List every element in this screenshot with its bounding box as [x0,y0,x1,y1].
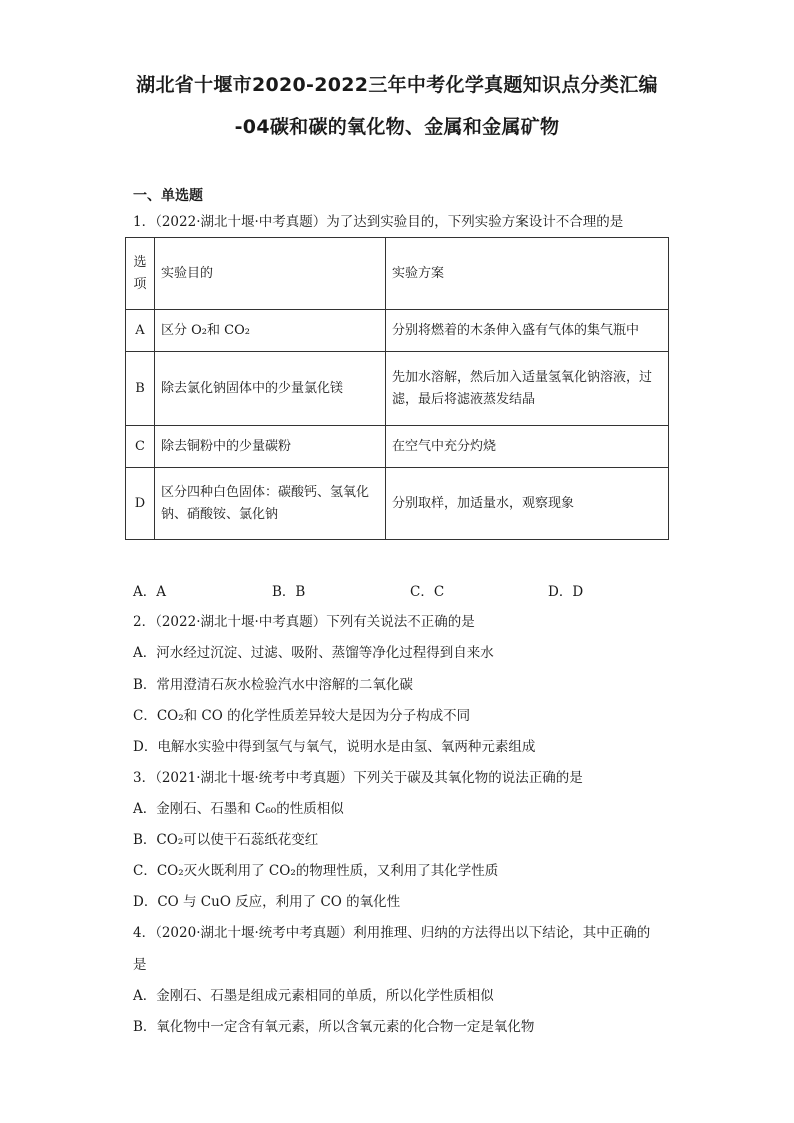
row-goal: 除去铜粉中的少量碳粉 [155,426,386,468]
q1-stem: 1．（2022·湖北十堰·中考真题）为了达到实验目的，下列实验方案设计不合理的是 [133,214,624,230]
table-row [126,426,669,468]
q4-stem-line2: 是 [133,957,147,973]
table-row [126,468,669,540]
table-row [126,352,669,426]
row-opt: B [126,352,155,426]
q3-option-a: A．金刚石、石墨和 C₆₀的性质相似 [133,801,344,817]
q1-choice-d: D．D [548,584,584,600]
row-plan: 先加水溶解，然后加入适量氢氧化钠溶液，过滤，最后将滤液蒸发结晶 [386,352,669,426]
header-goal: 实验目的 [155,238,386,310]
table-row [126,310,669,352]
q2-option-b: B．常用澄清石灰水检验汽水中溶解的二氧化碳 [133,677,413,693]
q2-option-c: C．CO₂和 CO 的化学性质差异较大是因为分子构成不同 [133,708,471,724]
row-plan: 在空气中充分灼烧 [386,426,669,468]
row-plan: 分别将燃着的木条伸入盛有气体的集气瓶中 [386,310,669,352]
row-goal: 区分 O₂和 CO₂ [155,310,386,352]
q4-option-b: B．氧化物中一定含有氧元素，所以含氧元素的化合物一定是氧化物 [133,1019,535,1035]
q1-choice-a: A．A [133,584,166,600]
header-opt: 选项 [126,238,155,310]
section-heading: 一、单选题 [133,188,203,204]
q2-option-a: A．河水经过沉淀、过滤、吸附、蒸馏等净化过程得到自来水 [133,645,494,661]
row-goal: 除去氯化钠固体中的少量氯化镁 [155,352,386,426]
q2-stem: 2．（2022·湖北十堰·中考真题）下列有关说法不正确的是 [133,614,475,630]
q4-option-a: A．金刚石、石墨是组成元素相同的单质，所以化学性质相似 [133,988,494,1004]
header-plan: 实验方案 [386,238,669,310]
row-opt: A [126,310,155,352]
row-opt: C [126,426,155,468]
q2-option-d: D．电解水实验中得到氢气与氧气，说明水是由氢、氧两种元素组成 [133,739,536,755]
q3-option-c: C．CO₂灭火既利用了 CO₂的物理性质，又利用了其化学性质 [133,863,499,879]
row-opt: D [126,468,155,540]
row-plan: 分别取样，加适量水，观察现象 [386,468,669,540]
q1-choice-c: C．C [410,584,445,600]
doc-title-line2: -04碳和碳的氧化物、金属和金属矿物 [234,116,560,138]
q3-option-d: D．CO 与 CuO 反应，利用了 CO 的氧化性 [133,894,401,910]
q1-choice-b: B．B [272,584,306,600]
row-goal: 区分四种白色固体：碳酸钙、氢氧化钠、硝酸铵、氯化钠 [155,468,386,540]
table-header-row [126,238,669,310]
q1-table [125,237,669,540]
q3-option-b: B．CO₂可以使干石蕊纸花变红 [133,832,319,848]
q3-stem: 3．（2021·湖北十堰·统考中考真题）下列关于碳及其氧化物的说法正确的是 [133,770,583,786]
q4-stem-line1: 4．（2020·湖北十堰·统考中考真题）利用推理、归纳的方法得出以下结论，其中正确的 [133,925,651,941]
doc-title-line1: 湖北省十堰市2020-2022三年中考化学真题知识点分类汇编 [136,74,658,96]
